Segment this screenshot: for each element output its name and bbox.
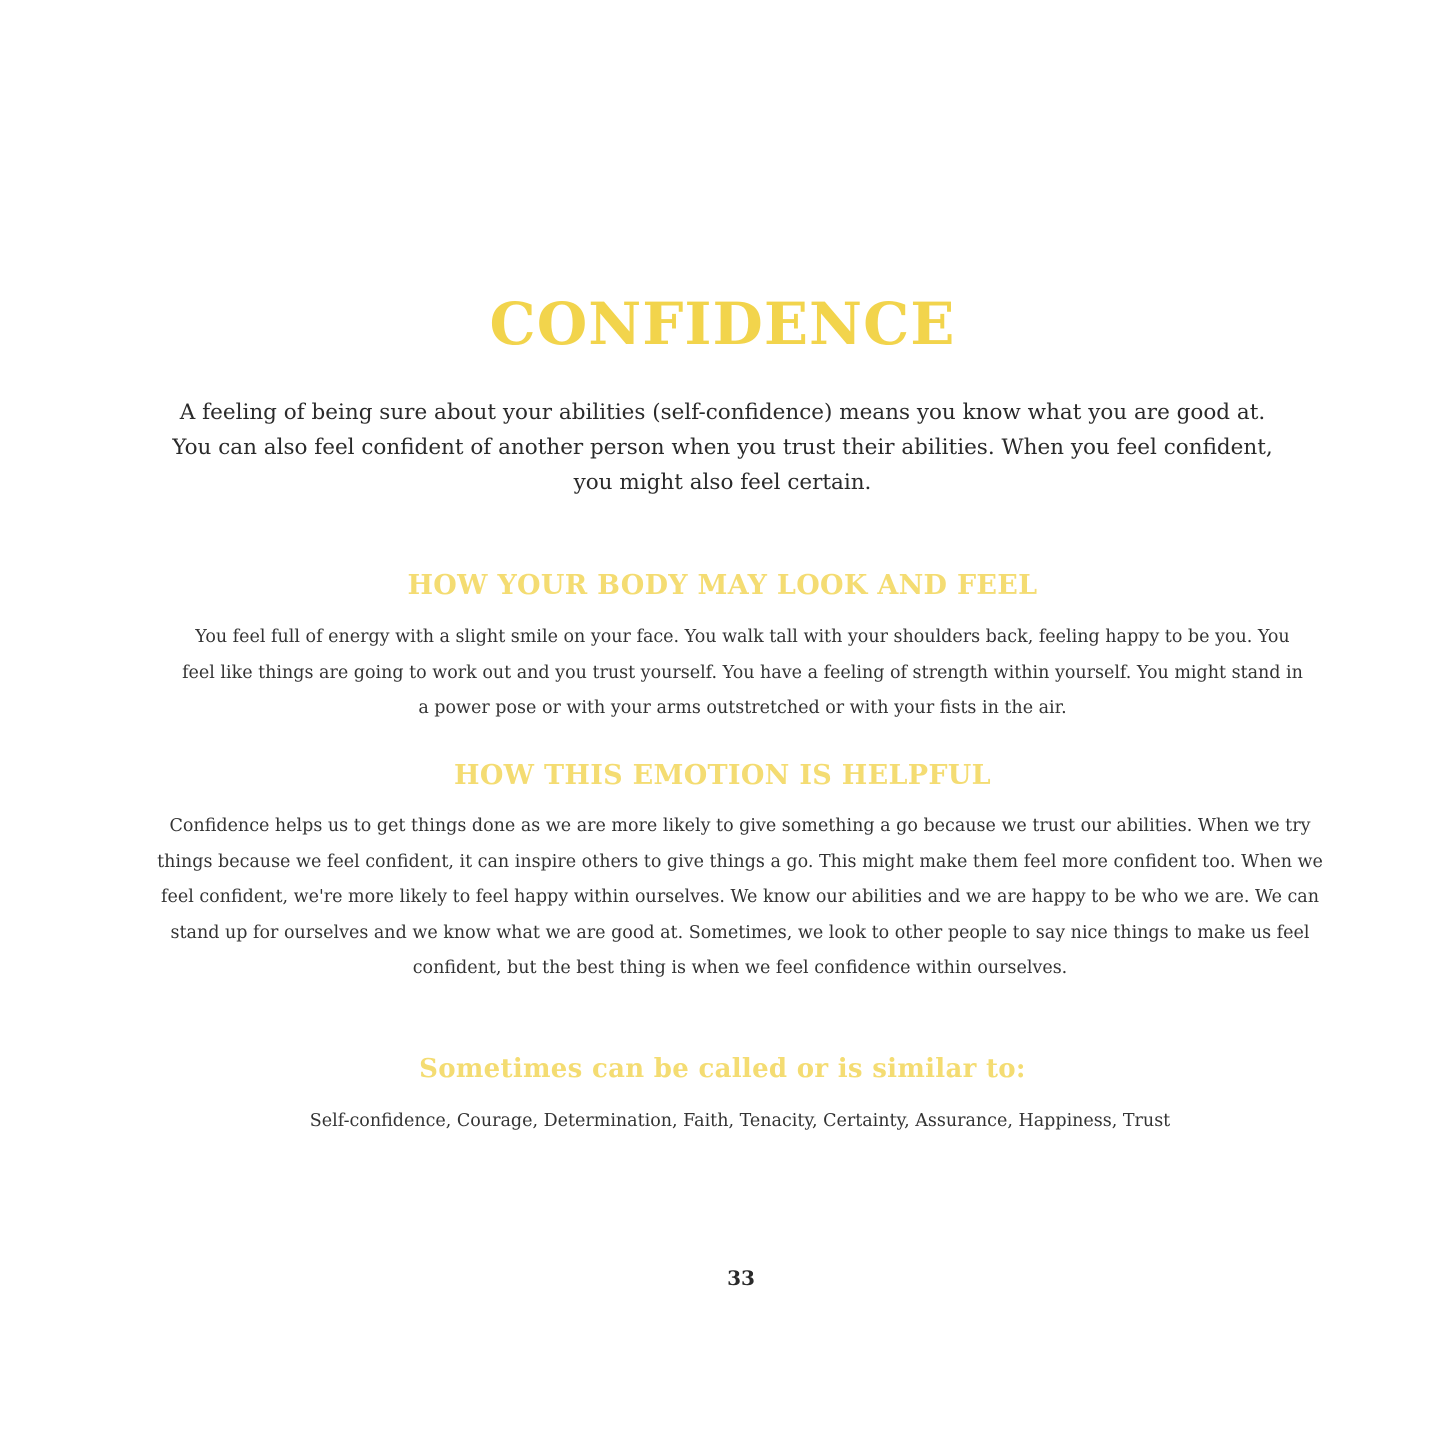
helpful-section-text: Confidence helps us to get things done as we are more likely to give something a go because we trust our abilities. When we try things because we feel confident, it can inspire others to give things a go. This might make them feel more confident too. When we feel confident, we're more likely to feel happy within ourselves. We know our abilities and we are happy to be who we are. We can stand up for ourselves and we know what we are good at. Sometimes, we look to other people to say nice things to make us feel confident, but the best thing is when we feel confidence within ourselves. [157,816,1323,978]
similar-section-heading: Sometimes can be called or is similar to: [419,1054,1026,1084]
body-section-text: You feel full of energy with a slight smile on your face. You walk tall with your shoulders back, feeling happy to be you. You feel like things are going to work out and you trust yourself. You have a feeling of strength within yourself. You might stand in a power pose or with your arms outstretched or with your fists in the air. [182,627,1303,718]
page-title: CONFIDENCE [489,290,956,358]
page-number: 33 [727,1266,755,1290]
intro-paragraph: A feeling of being sure about your abilities (self-confidence) means you know what you are good at. You can also feel confident of another person when you trust their abilities. When you feel confident, you might also feel certain. [172,400,1273,495]
body-section-heading: HOW YOUR BODY MAY LOOK AND FEEL [407,570,1038,601]
helpful-section-heading: HOW THIS EMOTION IS HELPFUL [454,760,991,791]
similar-words-list: Self-confidence, Courage, Determination, Faith, Tenacity, Certainty, Assurance, Happiness, Trust [309,1111,1171,1131]
